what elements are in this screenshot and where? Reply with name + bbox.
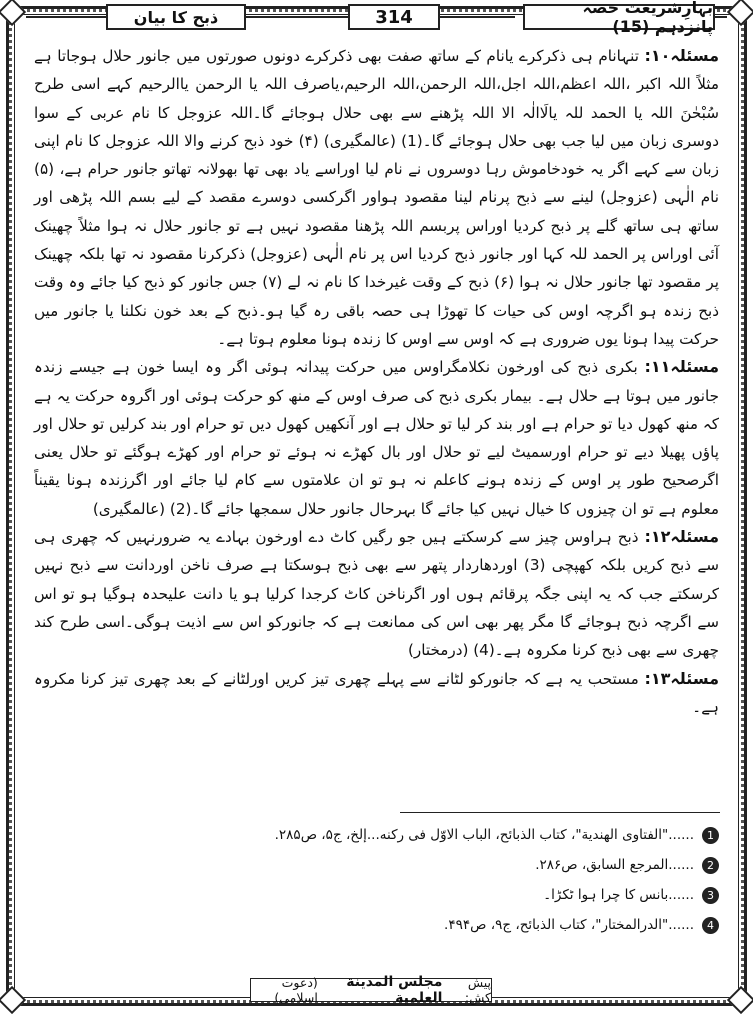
paragraph-text: ذبح ہراوس چیز سے کرسکتے ہیں جو رگیں کاٹ دے اورخون بہادے یہ ضرورنہیں کہ چھری ہی سے ذبح کریں بلکہ کھپچی (3) اوردھاردار پتھر سے بھی ذبح ہوسکتا ہے صرف ناخن اوردانت سے ذبح نہیں کرسکتے جب کہ یہ اپنی جگہ پرقائم ہوں اور اگرناخن کاٹ کرجدا کرلیا ہو یا دانت علیحدہ ہوگیا ہو تو اس سے اگرچہ ذبح ہوجائے گا مگر پھر بھی اس کی ممانعت ہے کہ جانورکو اس سے اذیت ہوگی۔اسی طرح کند چھری سے بھی ذبح کرنا مکروہ ہے۔(4) (درمختار) (34, 528, 719, 660)
page-footer (250, 974, 492, 1006)
paragraph-text: تنہانام ہی ذکرکرے یانام کے ساتھ صفت بھی ذکرکرے دونوں صورتوں میں جانور حلال ہوجاتا ہے مثلاً اللہ اکبر ،اللہ اعظم،اللہ اجل،اللہ الرحمن،اللہ الرحیم،یاصرف اللہ یا الرحمن یاالرحیم کہے اسی طرح سُبْحٰنَ اللہ یا الحمد للہ یالَاالٰہ الا اللہ پڑھنے سے بھی حلال ہوجائے گا۔اللہ عزوجل کا نام عربی کے سوا دوسری زبان میں لیا جب بھی حلال ہوجائے گا۔(1) (عالمگیری) (۴) خود ذبح کرنے والا اللہ عزوجل کا نام اپنی زبان سے کہے اگر یہ خودخاموش رہا دوسروں نے نام لیا اوراسے یاد بھی تھا بھولانہ تھاتو جانور حرام ہے، (۵) نام الٰہی (عزوجل) لینے سے ذبح پرنام لینا مقصود ہواور اگرکسی دوسرے مقصد کے لیے بسم اللہ پڑھی اور ساتھ ہی ساتھ گلے پر ذبح کردیا اوراس پربسم اللہ پڑھنا مقصود نہیں ہے تو جانور حلال نہ ہوا مثلاً چھینک آئی اوراس پر الحمد للہ کہا اور جانور ذبح کردیا اس پر نام الٰہی (عزوجل) ذکرکرنا مقصود نہ تھا بلکہ چھینک پر مقصود تھا جانور حلال نہ ہوا (۶) ذبح کے وقت غیرخدا کا نام نہ لے (۷) جس جانور کو ذبح کیا جائے وہ وقت ذبح زندہ ہو اگرچہ اوس کی حیات کا تھوڑا ہی حصہ باقی رہ گیا ہو۔ذبح کے بعد خون نکلنا یا جانور میں حرکت پیدا ہونا یوں ضروری ہے کہ اوس سے اوس کا زندہ ہونا معلوم ہوتا ہے۔ (34, 47, 720, 348)
footnote-number: 3 (702, 887, 719, 904)
paragraph-text: مستحب یہ ہے کہ جانورکو لٹانے سے پہلے چھری تیز کریں اورلٹانے کے بعد چھری تیز کرنا مکروہ ہے۔ (34, 669, 719, 716)
masala-label: مسئلہ۱۳: (644, 668, 719, 688)
page-number: 314 (348, 4, 440, 30)
footnote-text: ......المرجع السابق، ص۲۸۶. (535, 857, 694, 873)
footnote-text: ......"الدرالمختار"، کتاب الذبائح، ج۹، ص۴۹۴. (444, 917, 694, 933)
footnote-number: 2 (702, 857, 719, 874)
book-title: بہارِشریعت حصہ پانزدہم (15) (523, 4, 715, 30)
masala-label: مسئلہ۱۲: (644, 527, 719, 547)
footnote-item (40, 820, 719, 850)
footnote-item (40, 910, 719, 940)
page-body (34, 42, 719, 721)
footnote-number: 1 (702, 827, 719, 844)
footnote-item (40, 850, 719, 880)
paragraph (34, 523, 719, 664)
footnote-item (40, 880, 719, 910)
footer-prefix: پیش کش: (464, 975, 491, 1005)
paragraph (34, 353, 719, 523)
footnote-number: 4 (702, 917, 719, 934)
masala-label: مسئلہ۱۰: (644, 46, 719, 65)
footer-suffix: (دعوت اسلامی) (274, 975, 318, 1005)
footnotes (40, 820, 719, 940)
publisher-name: مجلس المدینة العلمیة (346, 974, 443, 1006)
footnote-text: ......بانس کا چرا ہوا ٹکڑا۔ (543, 887, 694, 903)
footnote-separator (400, 812, 720, 813)
section-title: ذبح کا بیان (106, 4, 246, 30)
paragraph (34, 665, 719, 722)
paragraph (34, 42, 719, 353)
footnote-text: ......"الفتاوی الهندیة"، کتاب الذبائح، الباب الاوّل فی رکنه...إلخ، ج۵، ص۲۸۵. (274, 827, 694, 843)
page-header (26, 0, 727, 36)
paragraph-text: بکری ذبح کی اورخون نکلامگراوس میں حرکت پیدانہ ہوئی اگر وہ ایسا خون ہے جیسے زندہ جانور میں ہوتا ہے حلال ہے۔ بیمار بکری ذبح کی صرف اوس کے منھ کو حرکت ہوئی اور اگروہ حرکت یہ ہے کہ منھ کھول دیا تو حرام ہے اور بند کر لیا تو حلال ہے اور آنکھیں کھول دیں تو حرام اور بند کرلیں تو حلال اور پاؤں پھیلا دیے تو حرام اورسمیٹ لیے تو حلال اور بال کھڑے نہ ہوئے تو حرام اور کھڑے ہوگئے تو حلال یعنی اگرصحیح طور پر اوس کے زندہ ہونے کاعلم نہ ہو تو ان علامتوں سے کام لیا جائے اور اگرزندہ ہونا یقیناً معلوم ہے تو ان چیزوں کا خیال نہیں کیا جائے گا بہرحال جانور حلال سمجھا جائے گا۔(2) (عالمگیری) (34, 358, 719, 518)
masala-label: مسئلہ۱۱: (644, 357, 719, 377)
